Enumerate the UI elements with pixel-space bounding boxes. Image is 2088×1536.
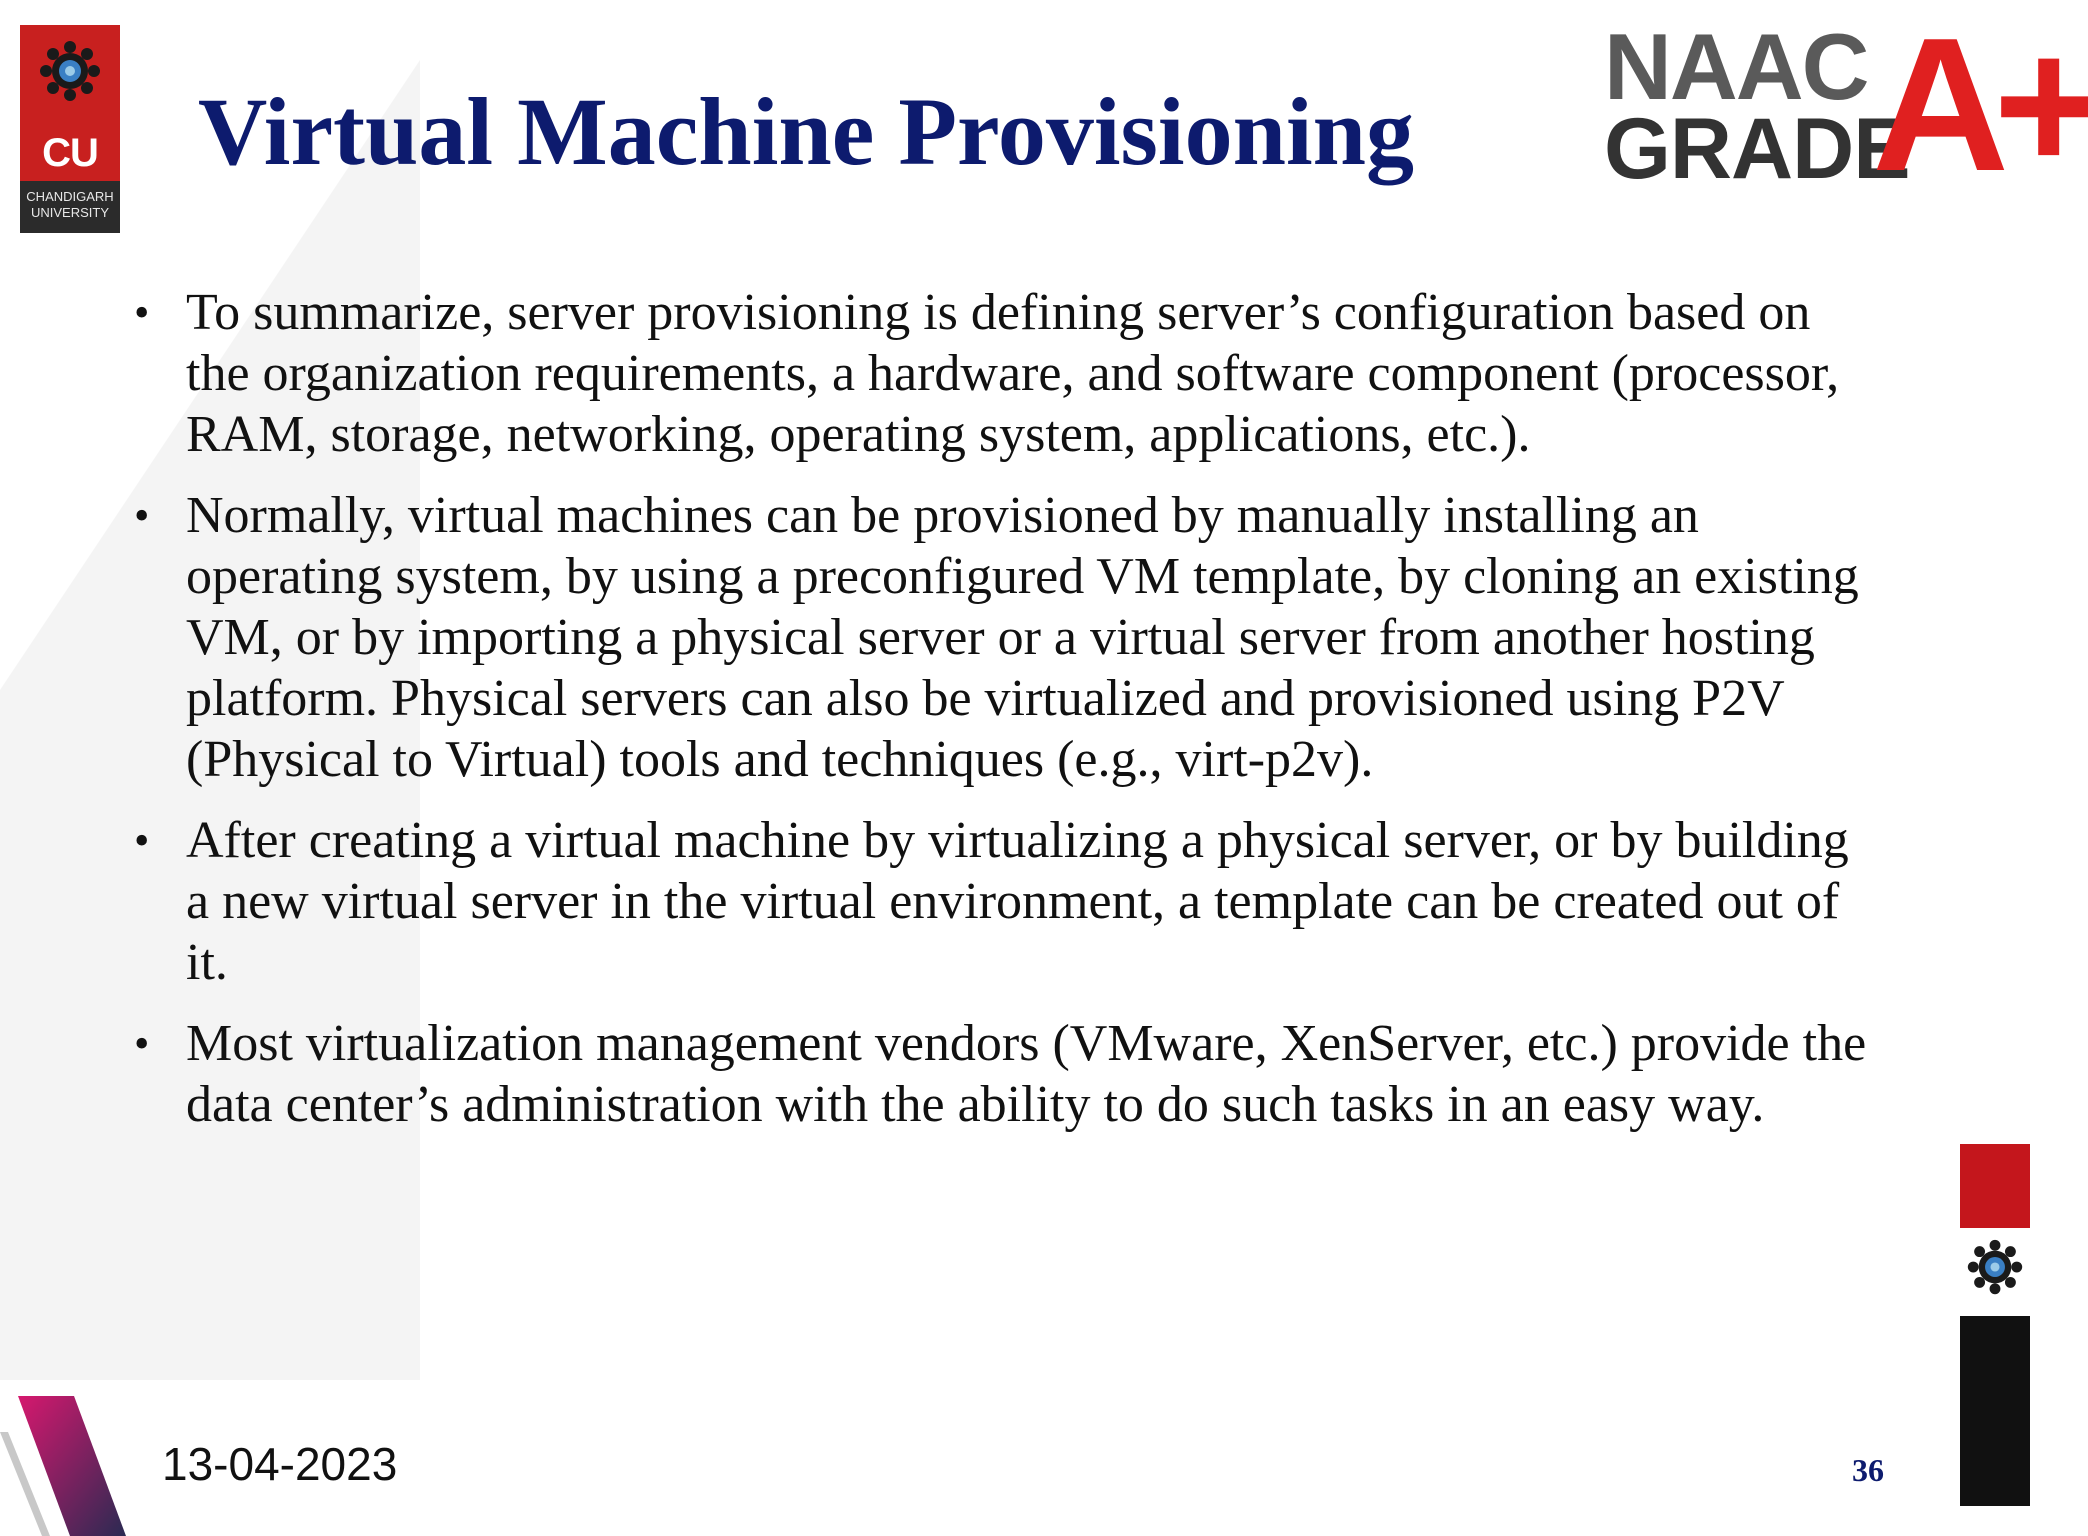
bullet-item	[130, 1013, 1870, 1135]
university-logo	[20, 25, 120, 233]
bullet-glyph: •	[134, 288, 150, 337]
bullet-item	[130, 810, 1870, 993]
bullet-glyph: •	[134, 491, 150, 540]
slide-number: 36	[1852, 1452, 1884, 1488]
logo-university-name	[20, 181, 120, 233]
bullet-text: Normally, virtual machines can be provisioned by manually installing an operating system, by using a preconfigured VM template, by cloning an existing VM, or by importing a physical server or a virtual server from another hosting platform. Physical servers can also be virtualized and provisioned using P2V (Physical to Virtual) tools and techniques (e.g., virt-p2v).	[186, 487, 1859, 788]
bullet-glyph: •	[134, 1019, 150, 1068]
grade-label: GRADE	[1604, 101, 1910, 197]
right-accent-bar	[1960, 1144, 2030, 1506]
naac-label: NAAC	[1604, 14, 1868, 119]
gear-emblem-icon	[38, 39, 102, 103]
bullet-item	[130, 282, 1870, 465]
logo-name-line2: UNIVERSITY	[30, 205, 109, 220]
bullet-text: Most virtualization management vendors (VMware, XenServer, etc.) provide the data center’s administration with the ability to do such tasks in an easy way.	[186, 1015, 1867, 1133]
bullet-item	[130, 485, 1870, 790]
slide-title: Virtual Machine Provisioning	[198, 78, 1415, 185]
naac-grade-badge	[1600, 0, 2088, 211]
slide-date: 13-04-2023	[162, 1438, 398, 1490]
logo-initials: CU	[42, 131, 98, 175]
right-black-block	[1960, 1316, 2030, 1506]
bullet-text: To summarize, server provisioning is defining server’s configuration based on the organization requirements, a hardware, and software component (processor, RAM, storage, networking, operating system, applications, etc.).	[186, 284, 1840, 463]
logo-name-line1: CHANDIGARH	[26, 189, 114, 204]
bullet-list	[130, 282, 1870, 1155]
right-red-block	[1960, 1144, 2030, 1228]
bullet-glyph: •	[134, 816, 150, 865]
corner-accent-shape	[0, 1396, 130, 1536]
bullet-text: After creating a virtual machine by virtualizing a physical server, or by building a new virtual server in the virtual environment, a template can be created out of it.	[186, 812, 1849, 991]
grade-value: A+	[1872, 0, 2088, 211]
gear-emblem-small-icon	[1966, 1238, 2024, 1296]
